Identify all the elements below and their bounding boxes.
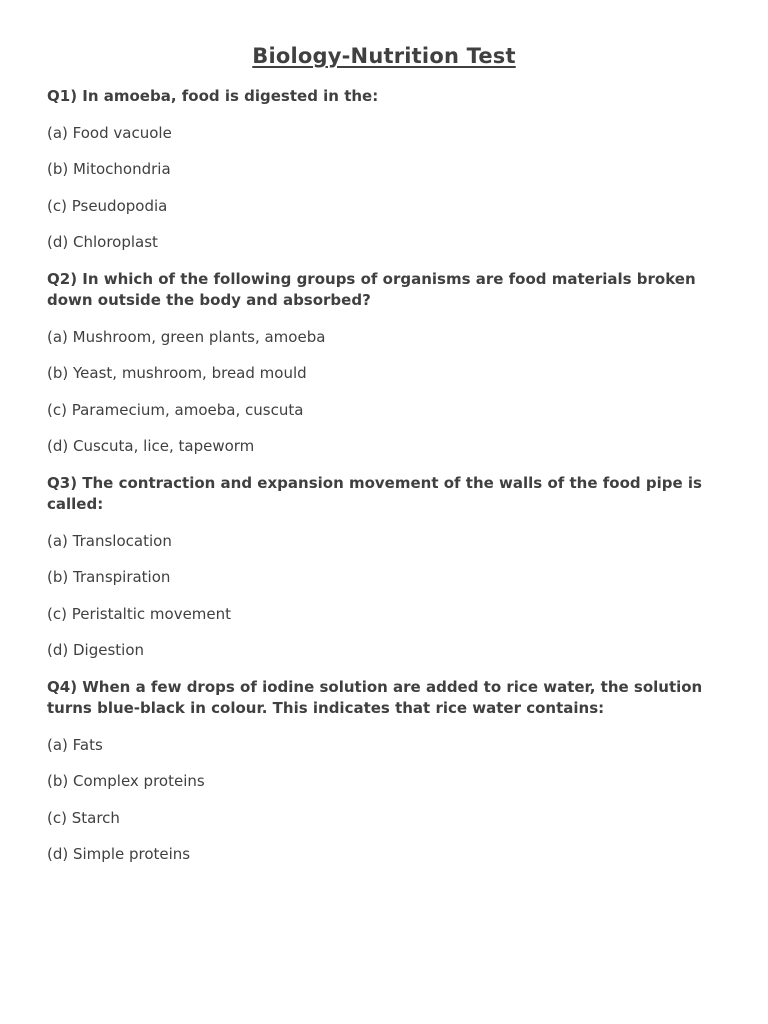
question-1-option-b: (b) Mitochondria <box>47 160 171 178</box>
question-2-option-b: (b) Yeast, mushroom, bread mould <box>47 364 307 382</box>
question-1-option-c: (c) Pseudopodia <box>47 196 168 215</box>
question-3: Q3) The contraction and expansion movement of the walls of the food pipe is called: <box>47 473 702 513</box>
question-4-option-a: (a) Fats <box>47 735 103 754</box>
question-list <box>47 86 727 881</box>
question-1-option-a: (a) Food vacuole <box>47 123 172 142</box>
question-3-option-c: (c) Peristaltic movement <box>47 604 232 623</box>
question-4: Q4) When a few drops of iodine solution are added to rice water, the solution turns blue-black in colour. This indicates that rice water contains: <box>47 677 703 717</box>
question-4-option-b: (b) Complex proteins <box>47 772 205 790</box>
question-3-option-d: (d) Digestion <box>47 641 145 659</box>
question-3-option-b: (b) Transpiration <box>47 568 171 586</box>
question-2-option-a: (a) Mushroom, green plants, amoeba <box>47 327 326 346</box>
question-3-option-a: (a) Translocation <box>47 531 172 550</box>
question-2-option-d: (d) Cuscuta, lice, tapeworm <box>47 437 255 455</box>
question-4-option-c: (c) Starch <box>47 808 120 827</box>
question-2-option-c: (c) Paramecium, amoeba, cuscuta <box>47 400 304 419</box>
question-1: Q1) In amoeba, food is digested in the: <box>47 87 379 105</box>
question-4-option-d: (d) Simple proteins <box>47 845 191 863</box>
question-1-option-d: (d) Chloroplast <box>47 233 158 251</box>
page-title: Biology-Nutrition Test <box>252 44 516 68</box>
question-2: Q2) In which of the following groups of organisms are food materials broken down outside the body and absorbed? <box>47 269 696 309</box>
